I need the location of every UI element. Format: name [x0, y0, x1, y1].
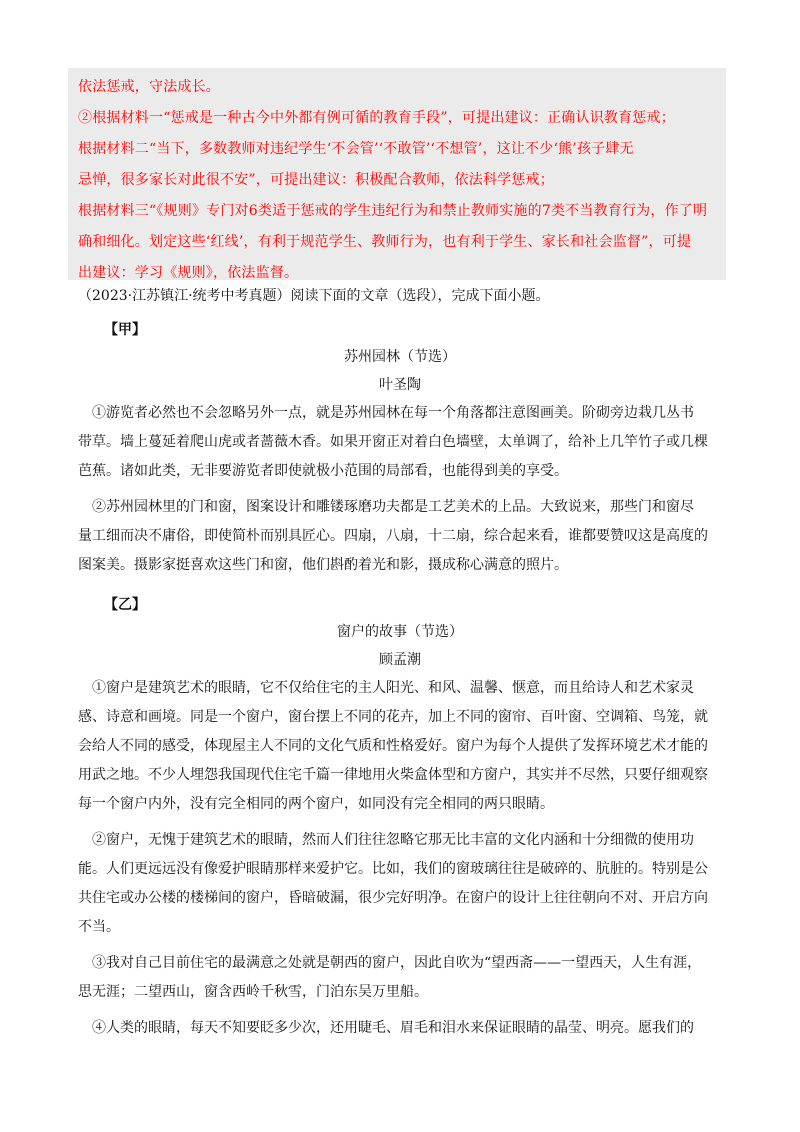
- question-prompt: （2023·江苏镇江·统考中考真题）阅读下面的文章（选段），完成下面小题。: [78, 288, 550, 304]
- answer-line: 忌惮，很多家长对此很不安”，可提出建议：积极配合教师，依法科学惩戒；: [78, 172, 554, 188]
- answer-line: 根据材料二“当下，多数教师对违纪学生‘不会管’‘不敢管’‘不想管’，这让不少‘熊’孩子肆无: [78, 141, 634, 157]
- jia-p1-line: ①游览者必然也不会忽略另外一点，就是苏州园林在每一个角落都注意图画美。阶砌旁边栽几丛书: [92, 405, 694, 421]
- yi-p1-line: ①窗户是建筑艺术的眼睛，它不仅给住宅的主人阳光、和风、温馨、惬意，而且给诗人和艺术家灵: [92, 680, 694, 696]
- answer-line: ②根据材料一“惩戒是一种古今中外都有例可循的教育手段”，可提出建议：正确认识教育惩戒；: [78, 110, 675, 126]
- yi-p2-line: 不当。: [78, 919, 120, 935]
- yi-title: 窗户的故事（节选）: [337, 624, 463, 640]
- jia-p2-line: 量工细而决不庸俗，即使简朴而别具匠心。四扇，八扇，十二扇，综合起来看，谁都要赞叹这是高度的: [78, 528, 708, 544]
- answer-line: 出建议：学习《规则》，依法监督。: [78, 265, 299, 281]
- yi-body: [78, 674, 722, 1043]
- section-marker-yi: 【乙】: [104, 597, 146, 613]
- yi-author: 顾孟潮: [379, 652, 421, 668]
- answer-line: 根据材料三“《规则》专门对6类适于惩戒的学生违纪行为和禁止教师实施的7类不当教育行为，作了明: [78, 203, 708, 219]
- yi-p2-line: 能。人们更远远没有像爱护眼睛那样来爱护它。比如，我们的窗玻璃往往是破碎的、肮脏的。特别是公: [78, 861, 708, 877]
- jia-author: 叶圣陶: [379, 377, 421, 393]
- yi-p2-line: ②窗户，无愧于建筑艺术的眼睛，然而人们往往忽略它那无比丰富的文化内涵和十分细微的使用功: [92, 832, 694, 848]
- yi-p1-line: 用武之地。不少人埋怨我国现代住宅千篇一律地用火柴盒体型和方窗户，其实并不尽然，只要仔细观察: [78, 767, 708, 783]
- answer-box: [68, 68, 726, 280]
- yi-p4-line: ④人类的眼睛，每天不知要眨多少次，还用睫毛、眉毛和泪水来保证眼睛的晶莹、明亮。愿我们的: [92, 1020, 694, 1036]
- answer-line: 确和细化。划定这些‘红线’，有利于规范学生、教师行为，也有利于学生、家长和社会监督”，可提: [78, 234, 692, 250]
- yi-p2-line: 共住宅或办公楼的楼梯间的窗户，昏暗破漏，很少完好明净。在窗户的设计上往往朝向不对、开启方向: [78, 890, 708, 906]
- jia-p2-line: 图案美。摄影家挺喜欢这些门和窗，他们斟酌着光和影，摄成称心满意的照片。: [78, 557, 568, 573]
- yi-p1-line: 每一个窗户内外，没有完全相同的两个窗户，如同没有完全相同的两只眼睛。: [78, 796, 554, 812]
- jia-p1-line: 芭蕉。诸如此类，无非要游览者即使就极小范围的局部看，也能得到美的享受。: [78, 463, 568, 479]
- yi-p3-line: ③我对自己目前住宅的最满意之处就是朝西的窗户，因此自吹为“望西斋——一望西天，人生有涯，: [92, 955, 702, 971]
- jia-body: [78, 399, 722, 580]
- yi-p1-line: 会给人不同的感受，体现屋主人不同的文化气质和性格爱好。窗户为每个人提供了发挥环境艺术才能的: [78, 738, 708, 754]
- yi-p3-line: 思无涯；二望西山，窗含西岭千秋雪，门泊东吴万里船。: [78, 984, 428, 1000]
- jia-p1-line: 带草。墙上蔓延着爬山虎或者蔷薇木香。如果开窗正对着白色墙壁，太单调了，给补上几竿竹子或几棵: [78, 434, 708, 450]
- jia-p2-line: ②苏州园林里的门和窗，图案设计和雕镂琢磨功夫都是工艺美术的上品。大致说来，那些门和窗尽: [92, 499, 694, 515]
- yi-p1-line: 感、诗意和画境。同是一个窗户，窗台摆上不同的花卉，加上不同的窗帘、百叶窗、空调箱、鸟笼，就: [78, 709, 708, 725]
- jia-title: 苏州园林（节选）: [344, 349, 456, 365]
- answer-line: 依法惩戒，守法成长。: [78, 79, 220, 95]
- section-marker-jia: 【甲】: [104, 322, 146, 338]
